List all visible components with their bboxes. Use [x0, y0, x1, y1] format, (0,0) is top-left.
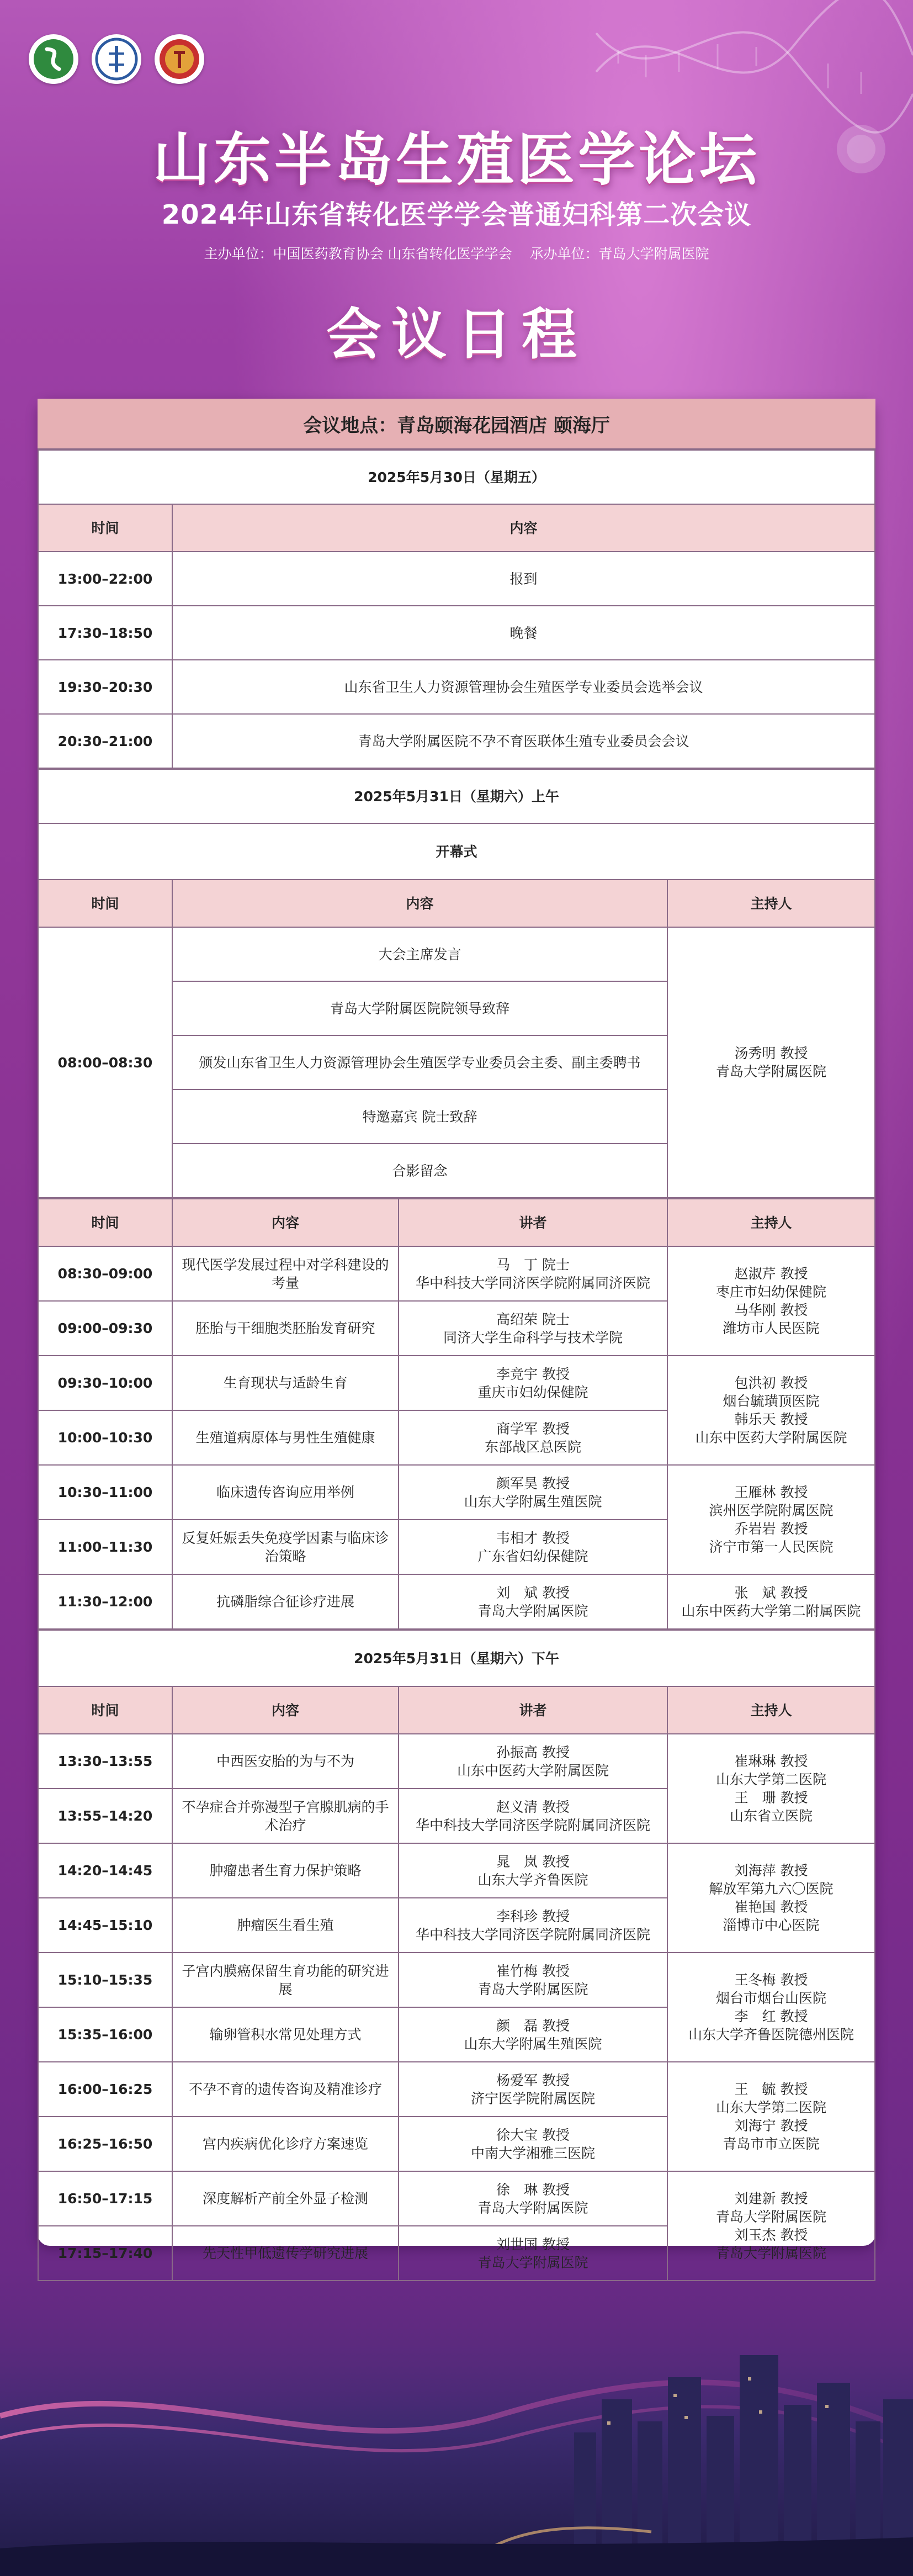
host-name: 汤秀明 教授: [734, 1045, 808, 1061]
session-host: [667, 2062, 875, 2171]
organizers: [0, 243, 913, 263]
header-time: 时间: [38, 504, 172, 552]
header-time: 时间: [38, 880, 172, 927]
header-content: 内容: [172, 504, 875, 552]
speaker: [399, 1953, 667, 2007]
host-name: 崔艳国 教授: [734, 1899, 808, 1915]
session-host: [667, 1953, 875, 2062]
host-name: 马华刚 教授: [734, 1302, 808, 1318]
morning-table: [38, 1198, 875, 1630]
speaker-name: 韦相才 教授: [496, 1530, 570, 1546]
session-time: 10:30–11:00: [38, 1465, 172, 1520]
speaker: [399, 1520, 667, 1574]
agenda-card: [38, 399, 875, 2271]
session-time: 16:50–17:15: [38, 2171, 172, 2226]
hospital-logo: [155, 34, 204, 84]
talk-title: 抗磷脂综合征诊疗进展: [172, 1574, 399, 1629]
host-name: 乔岩岩 教授: [734, 1521, 808, 1537]
speaker-affiliation: 山东大学齐鲁医院: [477, 1871, 588, 1888]
opening-host: [667, 927, 875, 1198]
speaker-affiliation: 华中科技大学同济医学院附属同济医院: [415, 1926, 650, 1943]
header-host: 主持人: [667, 1199, 875, 1246]
session-content: 青岛大学附属医院不孕不育医联体生殖专业委员会会议: [172, 714, 875, 768]
opening-label: 开幕式: [38, 823, 875, 880]
afternoon-table: [38, 1630, 875, 2281]
opening-item: 青岛大学附属医院院领导致辞: [172, 981, 667, 1035]
session-host: [667, 1843, 875, 1953]
opening-table: [38, 769, 875, 1198]
session-host: [667, 1246, 875, 1356]
session-time: 15:10–15:35: [38, 1953, 172, 2007]
opening-item: 颁发山东省卫生人力资源管理协会生殖医学专业委员会主委、副主委聘书: [172, 1035, 667, 1089]
session-host: [667, 1574, 875, 1629]
speaker-name: 颜军昊 教授: [496, 1475, 570, 1491]
talk-title: 不孕症合并弥漫型子宫腺肌病的手术治疗: [172, 1789, 399, 1843]
host-affiliation: 烟台市烟台山医院: [715, 1990, 826, 2006]
session-time: 13:00–22:00: [38, 552, 172, 606]
speaker-name: 李科珍 教授: [496, 1908, 570, 1924]
host-name: 崔琳琳 教授: [734, 1753, 808, 1769]
host-affiliation: 枣庄市妇幼保健院: [715, 1284, 826, 1300]
agenda-title: 会议日程: [326, 301, 587, 367]
day1-date: 2025年5月30日（星期五）: [38, 450, 875, 504]
session-time: 09:00–09:30: [38, 1301, 172, 1356]
header-content: 内容: [172, 880, 667, 927]
talk-title: 反复妊娠丢失免疫学因素与临床诊治策略: [172, 1520, 399, 1574]
session-content: 晚餐: [172, 606, 875, 660]
speaker: [399, 1410, 667, 1465]
speaker: [399, 2171, 667, 2226]
talk-title: 中西医安胎的为与不为: [172, 1734, 399, 1789]
speaker-affiliation: 同济大学生命科学与技术学院: [443, 1329, 623, 1346]
forum-title: 山东半岛生殖医学论坛: [152, 125, 760, 193]
talk-title: 不孕不育的遗传咨询及精准诊疗: [172, 2062, 399, 2117]
header-content: 内容: [172, 1199, 399, 1246]
session-time: 13:55–14:20: [38, 1789, 172, 1843]
speaker-affiliation: 华中科技大学同济医学院附属同济医院: [415, 1274, 650, 1291]
host-name: 刘海宁 教授: [734, 2118, 808, 2134]
host-affiliation: 淄博市中心医院: [723, 1917, 820, 1933]
talk-title: 现代医学发展过程中对学科建设的考量: [172, 1246, 399, 1301]
host-affiliation: 山东中医药大学附属医院: [695, 1430, 847, 1446]
header-speaker: 讲者: [399, 1199, 667, 1246]
speaker: [399, 1301, 667, 1356]
talk-title: 先天性甲低遗传学研究进展: [172, 2226, 399, 2281]
speaker-name: 徐 琳 教授: [496, 2181, 570, 2198]
header-host: 主持人: [667, 880, 875, 927]
talk-title: 肿瘤医生看生殖: [172, 1898, 399, 1953]
talk-title: 输卵管积水常见处理方式: [172, 2007, 399, 2062]
host-name: 李 红 教授: [734, 2008, 808, 2024]
speaker: [399, 1898, 667, 1953]
host-affiliation: 山东大学第二医院: [715, 1771, 826, 1787]
session-time: 11:30–12:00: [38, 1574, 172, 1629]
session-host: [667, 2171, 875, 2281]
session-time: 16:25–16:50: [38, 2117, 172, 2171]
host-affiliation: 济宁市第一人民医院: [709, 1539, 834, 1555]
session-time: 09:30–10:00: [38, 1356, 172, 1410]
speaker: [399, 1843, 667, 1898]
speaker-name: 崔竹梅 教授: [496, 1963, 570, 1979]
talk-title: 深度解析产前全外显子检测: [172, 2171, 399, 2226]
opening-item: 合影留念: [172, 1144, 667, 1198]
talk-title: 生殖道病原体与男性生殖健康: [172, 1410, 399, 1465]
society-logo: [92, 34, 141, 84]
host-name: 包洪初 教授: [734, 1375, 808, 1391]
host-name: 刘建新 教授: [734, 2191, 808, 2207]
session-time: 16:00–16:25: [38, 2062, 172, 2117]
header-content: 内容: [172, 1686, 399, 1734]
day2am-date: 2025年5月31日（星期六）上午: [38, 769, 875, 823]
host-name: 王雁林 教授: [734, 1484, 808, 1500]
city-skyline-illustration: [0, 2289, 913, 2576]
host-affiliation: 山东大学齐鲁医院德州医院: [688, 2027, 854, 2043]
session-time: 19:30–20:30: [38, 660, 172, 714]
speaker-affiliation: 山东大学附属生殖医院: [464, 2035, 602, 2052]
host-name: 赵淑芹 教授: [734, 1266, 808, 1282]
host-name: 王冬梅 教授: [734, 1972, 808, 1988]
session-time: 11:00–11:30: [38, 1520, 172, 1574]
speaker-name: 孙振高 教授: [496, 1744, 570, 1760]
session-time: 17:15–17:40: [38, 2226, 172, 2281]
speaker: [399, 2117, 667, 2171]
host-organizer: 主办单位：中国医药教育协会 山东省转化医学学会: [204, 246, 512, 262]
session-time: 14:20–14:45: [38, 1843, 172, 1898]
talk-title: 子宫内膜癌保留生育功能的研究进展: [172, 1953, 399, 2007]
opening-item: 大会主席发言: [172, 927, 667, 981]
day2pm-date: 2025年5月31日（星期六）下午: [38, 1630, 875, 1686]
speaker-name: 刘世国 教授: [496, 2236, 570, 2252]
speaker-affiliation: 青岛大学附属医院: [477, 1981, 588, 1997]
host-affiliation: 山东中医药大学第二附属医院: [681, 1602, 861, 1619]
host-affiliation: 山东大学第二医院: [715, 2099, 826, 2115]
host-affiliation: 潍坊市人民医院: [723, 1320, 820, 1336]
session-host: [667, 1465, 875, 1574]
speaker-affiliation: 广东省妇幼保健院: [477, 1548, 588, 1564]
speaker-affiliation: 济宁医学院附属医院: [470, 2090, 595, 2107]
session-time: 15:35–16:00: [38, 2007, 172, 2062]
speaker-name: 徐大宝 教授: [496, 2127, 570, 2143]
host-name: 刘海萍 教授: [734, 1863, 808, 1879]
host-affiliation: 青岛大学附属医院: [715, 2245, 826, 2261]
speaker: [399, 1789, 667, 1843]
speaker-affiliation: 山东大学附属生殖医院: [464, 1493, 602, 1510]
speaker-name: 赵义清 教授: [496, 1799, 570, 1815]
speaker-affiliation: 东部战区总医院: [484, 1438, 581, 1455]
session-host: [667, 1734, 875, 1843]
host-affiliation: 青岛市市立医院: [723, 2136, 820, 2152]
conference-subtitle: 2024年山东省转化医学学会普通妇科第二次会议: [161, 199, 752, 230]
host-affiliation: 青岛大学附属医院: [715, 2209, 826, 2225]
speaker-name: 高绍荣 院士: [496, 1311, 570, 1327]
header-host: 主持人: [667, 1686, 875, 1734]
speaker-name: 马 丁 院士: [496, 1256, 570, 1273]
host-affiliation: 滨州医学院附属医院: [709, 1503, 834, 1519]
speaker: [399, 1356, 667, 1410]
session-time: 14:45–15:10: [38, 1898, 172, 1953]
co-organizer: 承办单位：青岛大学附属医院: [529, 246, 709, 262]
session-time: 13:30–13:55: [38, 1734, 172, 1789]
session-content: 报到: [172, 552, 875, 606]
talk-title: 胚胎与干细胞类胚胎发育研究: [172, 1301, 399, 1356]
speaker-name: 颜 磊 教授: [496, 2017, 570, 2034]
opening-item: 特邀嘉宾 院士致辞: [172, 1089, 667, 1144]
session-host: [667, 1356, 875, 1465]
speaker: [399, 2007, 667, 2062]
talk-title: 生育现状与适龄生育: [172, 1356, 399, 1410]
session-time: 17:30–18:50: [38, 606, 172, 660]
host-name: 韩乐天 教授: [734, 1411, 808, 1427]
speaker: [399, 1574, 667, 1629]
host-name: 王 珊 教授: [734, 1790, 808, 1806]
talk-title: 肿瘤患者生育力保护策略: [172, 1843, 399, 1898]
cmea-logo: [29, 34, 78, 84]
host-affiliation: 青岛大学附属医院: [715, 1064, 826, 1080]
session-content: 山东省卫生人力资源管理协会生殖医学专业委员会选举会议: [172, 660, 875, 714]
speaker-affiliation: 中南大学湘雅三医院: [470, 2145, 595, 2161]
header-speaker: 讲者: [399, 1686, 667, 1734]
speaker-affiliation: 山东中医药大学附属医院: [456, 1762, 609, 1779]
session-time: 10:00–10:30: [38, 1410, 172, 1465]
speaker-name: 商学军 教授: [496, 1420, 570, 1437]
header-time: 时间: [38, 1199, 172, 1246]
talk-title: 临床遗传咨询应用举例: [172, 1465, 399, 1520]
day1-table: [38, 449, 875, 769]
host-affiliation: 解放军第九六〇医院: [709, 1881, 834, 1897]
speaker: [399, 2226, 667, 2281]
speaker-name: 李竞宇 教授: [496, 1366, 570, 1382]
header-time: 时间: [38, 1686, 172, 1734]
speaker-affiliation: 青岛大学附属医院: [477, 2199, 588, 2216]
speaker-affiliation: 青岛大学附属医院: [477, 1602, 588, 1619]
speaker-name: 刘 斌 教授: [496, 1584, 570, 1601]
host-affiliation: 山东省立医院: [729, 1808, 813, 1824]
logo-group: [29, 34, 204, 84]
session-time: 20:30–21:00: [38, 714, 172, 768]
host-name: 张 斌 教授: [734, 1584, 808, 1601]
speaker: [399, 1465, 667, 1520]
host-name: 王 毓 教授: [734, 2081, 808, 2097]
venue-banner: 会议地点：青岛颐海花园酒店 颐海厅: [38, 399, 875, 449]
speaker-affiliation: 华中科技大学同济医学院附属同济医院: [415, 1817, 650, 1833]
host-name: 刘玉杰 教授: [734, 2227, 808, 2243]
host-affiliation: 烟台毓璜顶医院: [723, 1393, 820, 1409]
session-time: 08:30–09:00: [38, 1246, 172, 1301]
speaker: [399, 2062, 667, 2117]
talk-title: 宫内疾病优化诊疗方案速览: [172, 2117, 399, 2171]
opening-time: 08:00–08:30: [38, 927, 172, 1198]
speaker: [399, 1246, 667, 1301]
speaker-affiliation: 重庆市妇幼保健院: [477, 1384, 588, 1400]
speaker-name: 杨爱军 教授: [496, 2072, 570, 2088]
speaker: [399, 1734, 667, 1789]
speaker-affiliation: 青岛大学附属医院: [477, 2254, 588, 2271]
speaker-name: 晁 岚 教授: [496, 1853, 570, 1870]
